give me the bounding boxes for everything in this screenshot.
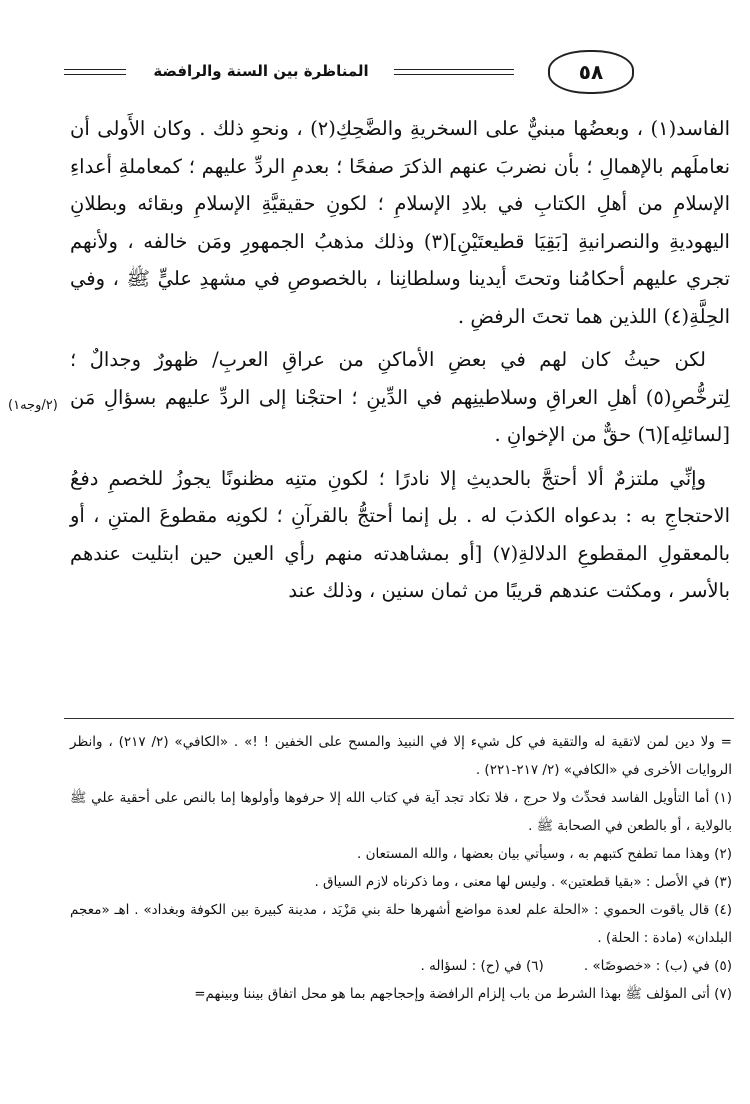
footnote-separator xyxy=(64,718,734,719)
paragraph-1: الفاسد(١) ، وبعضُها مبنيٌّ على السخريةِ والضَّحِكِ(٢) ، ونحوِ ذلك . وكان الأَولى أن نعاملَهم بالإهمالِ ؛ بأن نضربَ عنهم الذكرَ صفحًا ؛ بعدمِ الردِّ عليهم ؛ كمعاملةِ أعداءِ الإسلامِ من أهلِ الكتابِ في بلادِ الإسلامِ ؛ لكونِ حقيقيَّةِ الإسلامِ وبقائه وبطلانِ اليهوديةِ والنصرانيةِ [بَقِيَا قطيعتَيْنِ](٣) وذلك مذهبُ الجمهورِ ومَن خالفه ، ولأنهم تجري عليهم أحكامُنا وتحتَ أيدينا وسلطانِنا ، بالخصوصِ في مشهدِ عليٍّ ﷺ ، وفي الحِلَّةِ(٤) اللذين هما تحتَ الرفضِ . xyxy=(70,117,731,328)
footnote-continuation: = ولا دين لمن لاتقية له والتقية في كل شيء إلا في النبيذ والمسح على الخفين ! !» . «الكافي» (٢/ ٢١٧) ، وانظر الروايات الأخرى في «الكافي» (٢/ ٢١٧-٢٢١) . xyxy=(70,734,732,778)
footnote-4: (٤) قال ياقوت الحموي : «الحلة علم لعدة مواضع أشهرها حلة بني مَزْيَد ، مدينة كبيرة بين الكوفة وبغداد» . اهـ «معجم البلدان» (مادة : الحلة) . xyxy=(70,902,732,946)
running-title: المناظرة بين السنة والرافضة xyxy=(153,62,369,80)
page-header xyxy=(64,50,730,96)
main-text xyxy=(70,110,730,610)
footnote-6: (٦) في (ح) : لسؤاله . xyxy=(420,958,544,974)
header-rule-middle xyxy=(394,69,514,75)
footnote-7: (٧) أتى المؤلف ﷺ بهذا الشرط من باب إلزام الرافضة وإحجاجهم بما هو محل اتفاق بيننا وبينهم= xyxy=(194,986,732,1002)
paragraph-3: وإنِّي ملتزمٌ ألا أحتجَّ بالحديثِ إلا نادرًا ؛ لكونِ متنِه مظنونًا يجوزُ للخصمِ دفعُ الاحتجاجِ به : بدعواه الكذبَ له . بل إنما أحتجُّ بالقرآنِ ؛ لكونِه مقطوعَ المتنِ ، أو بالمعقولِ المقطوعِ الدلالةِ(٧) [أو بمشاهدته منهم رأي العين حين ابتليت عندهم بالأسر ، ومكثت عندهم قريبًا من ثمان سنين ، وذلك عند xyxy=(70,466,730,602)
footnote-1: (١) أما التأويل الفاسد فحدِّث ولا حرج ، فلا تكاد تجد آية في كتاب الله إلا حرفوها وأولوها إما بالنص على أحقية علي ﷺ بالولاية ، أو بالطعن في الصحابة ﷺ . xyxy=(70,790,732,834)
footnote-row-5-6 xyxy=(70,952,732,980)
page-number: ٥٨ xyxy=(548,50,634,94)
footnotes xyxy=(70,728,732,1008)
footnote-3: (٣) في الأصل : «بقيا قطعتين» . وليس لها معنى ، وما ذكرناه لازم السياق . xyxy=(314,874,732,890)
header-rule-left xyxy=(64,69,126,75)
paragraph-2: لكن حيثُ كان لهم في بعضِ الأماكنِ من عراقِ العربِ/ ظهورٌ وجدالٌ ؛ لِترخُّصِ(٥) أهلِ العراقِ وسلاطينِهم في الدِّينِ ؛ احتجْنا إلى الردِّ عليهم بسؤالِ مَن [لسائلِه](٦) حقٌّ من الإخوانِ . xyxy=(70,348,730,446)
margin-note: (٢/وجه١) xyxy=(8,398,58,413)
footnote-5: (٥) في (ب) : «خصوصًا» . xyxy=(583,958,732,974)
footnote-2: (٢) وهذا مما تطفح كتبهم به ، وسيأتي بيان بعضها ، والله المستعان . xyxy=(357,846,732,862)
